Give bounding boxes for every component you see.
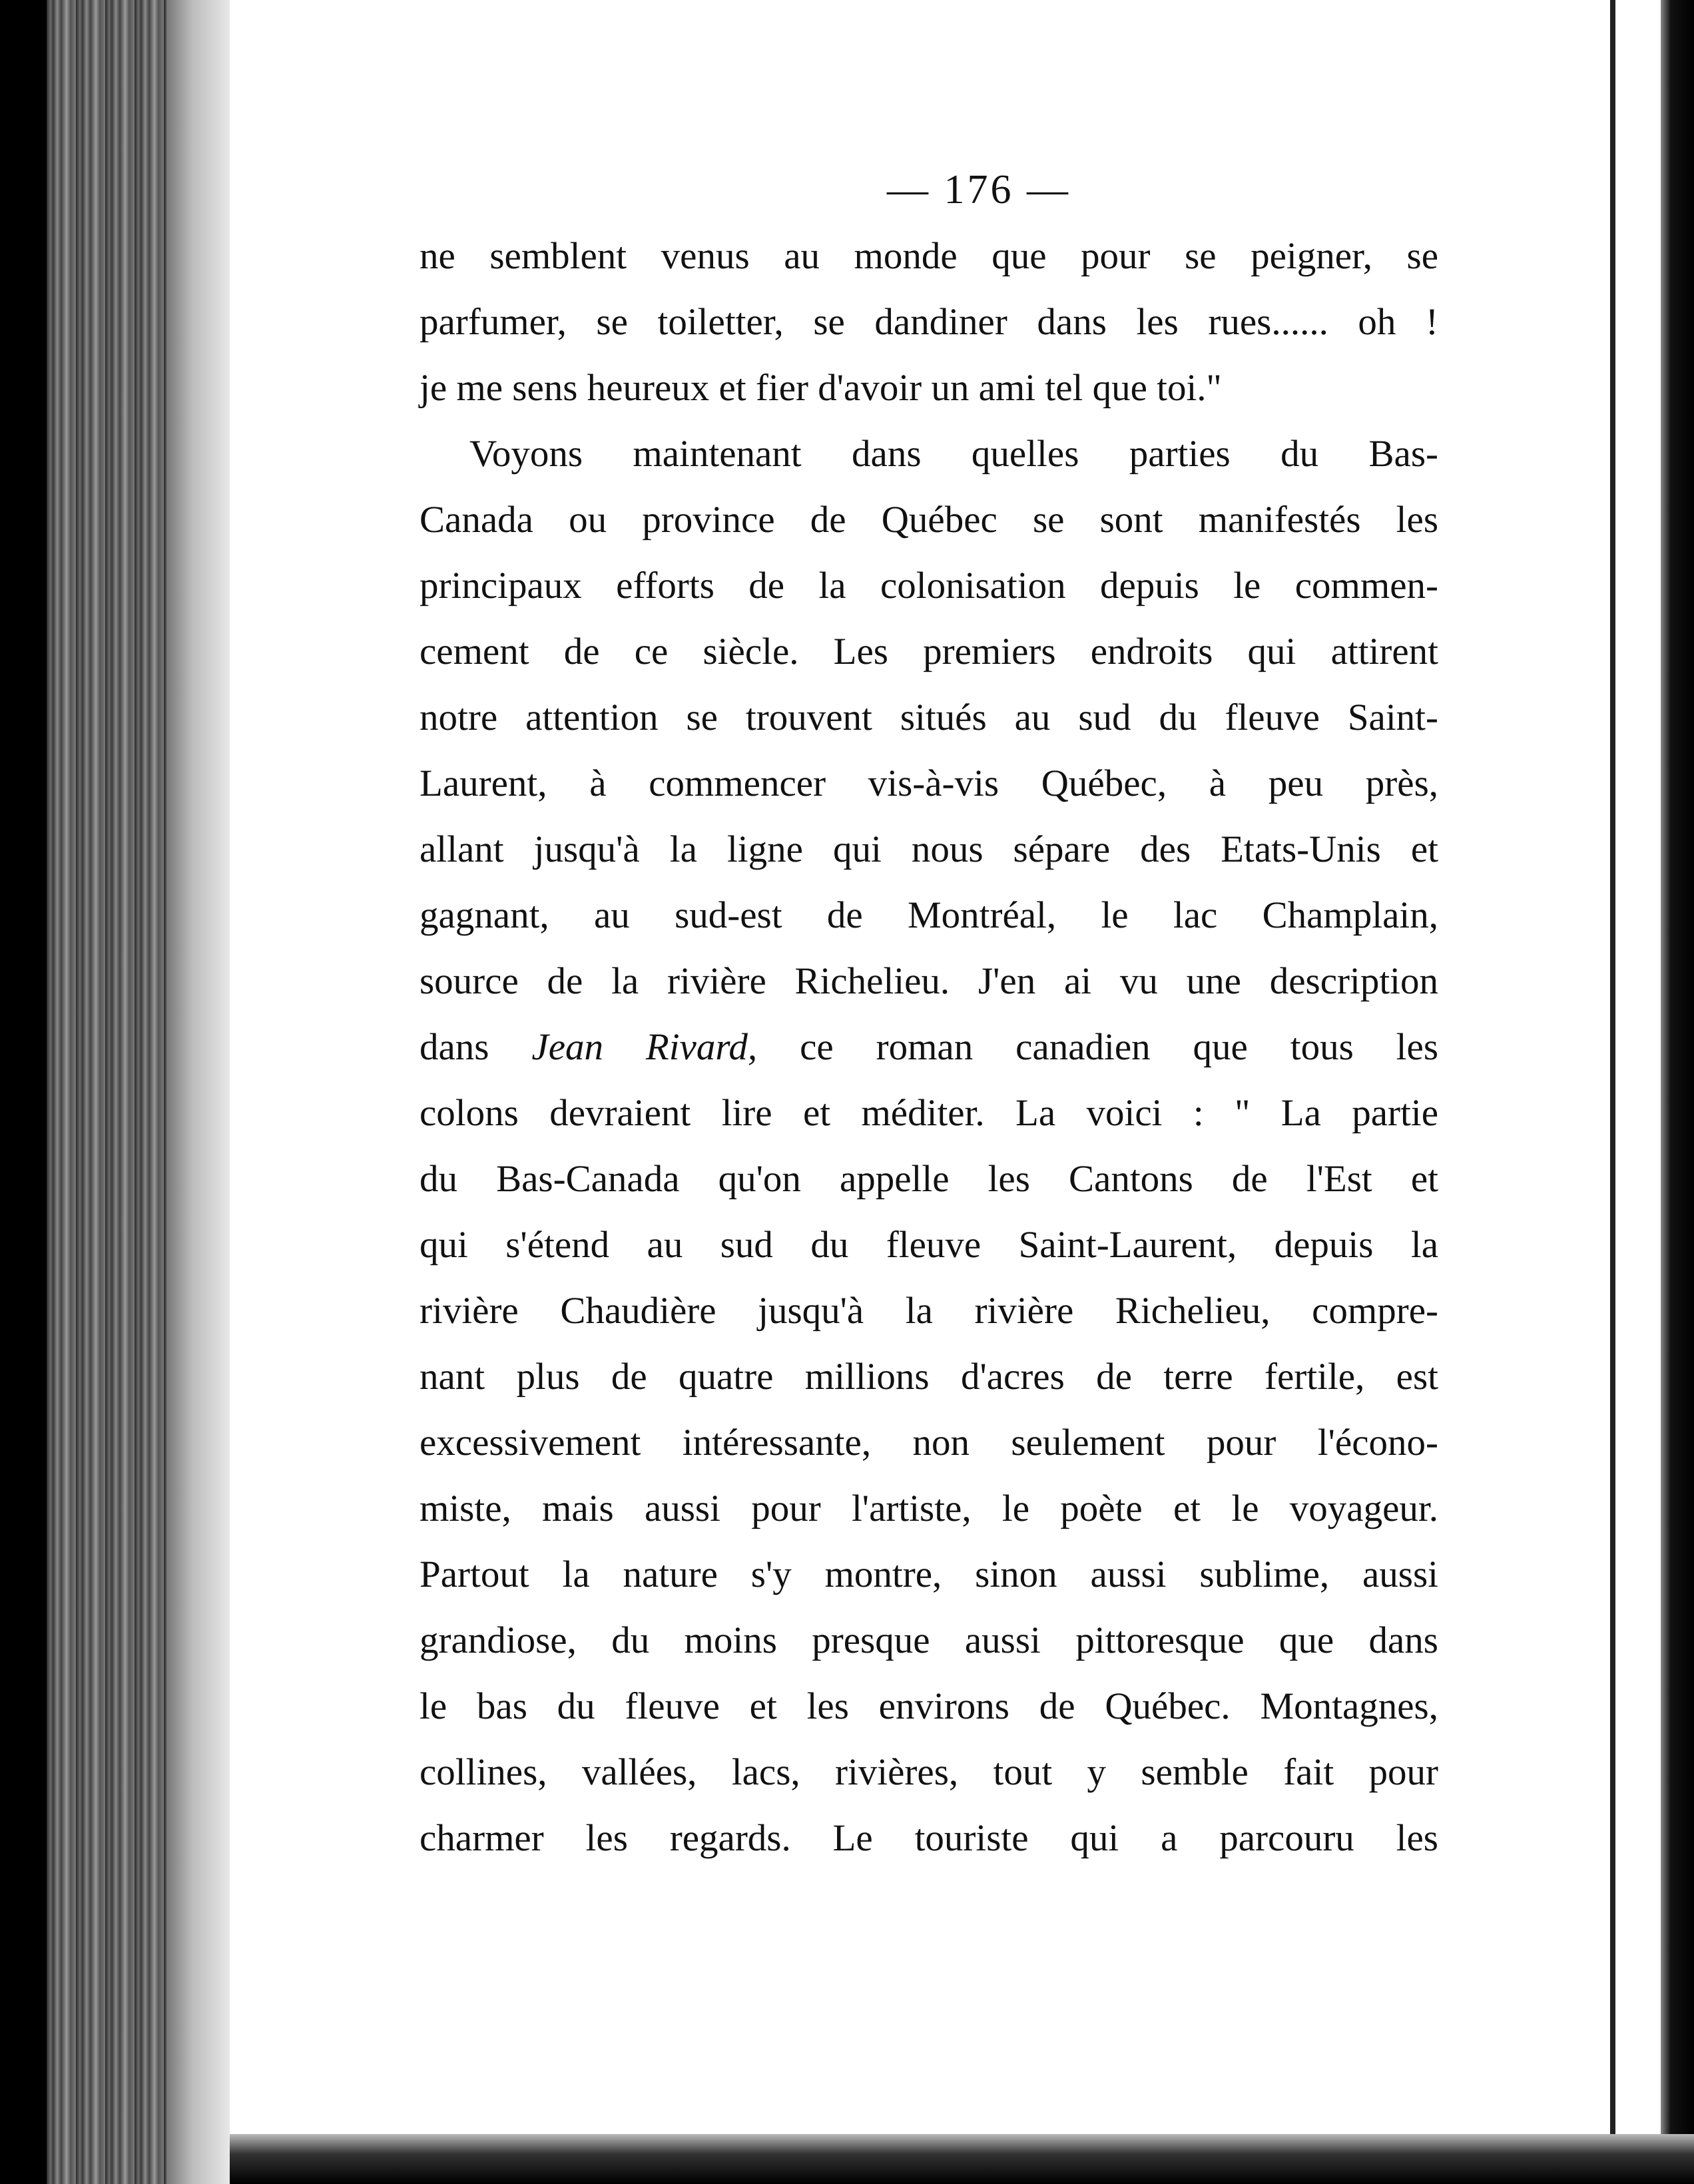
text-line: excessivement intéressante, non seulement pour l'écono- <box>420 1422 1438 1464</box>
text-line: Canada ou province de Québec se sont manifestés les <box>420 499 1438 541</box>
text-segment: ce roman canadien que tous les <box>800 1026 1438 1068</box>
page-gutter <box>166 0 230 2184</box>
book-page <box>420 166 1438 1871</box>
text-line: miste, mais aussi pour l'artiste, le poète et le voyageur. <box>420 1488 1438 1529</box>
text-line: je me sens heureux et fier d'avoir un ami tel que toi." <box>420 367 1222 409</box>
text-line: Laurent, à commencer vis-à-vis Québec, à peu près, <box>420 762 1438 804</box>
text-line: rivière Chaudière jusqu'à la rivière Richelieu, compre- <box>420 1290 1438 1332</box>
page-right-edge-line <box>1610 0 1615 2184</box>
scan-left-edge <box>0 0 47 2184</box>
text-line: gagnant, au sud-est de Montréal, le lac Champlain, <box>420 894 1438 936</box>
text-line: notre attention se trouvent situés au sud du fleuve Saint- <box>420 696 1438 738</box>
text-line: source de la rivière Richelieu. J'en ai vu une description <box>420 960 1438 1002</box>
text-line: charmer les regards. Le touriste qui a parcouru les <box>420 1817 1438 1859</box>
page-number: — 176 — <box>887 167 1071 212</box>
text-line: colons devraient lire et méditer. La voici : " La partie <box>420 1092 1438 1134</box>
text-line: du Bas-Canada qu'on appelle les Cantons de l'Est et <box>420 1158 1438 1200</box>
text-line: collines, vallées, lacs, rivières, tout y semble fait pour <box>420 1751 1438 1793</box>
text-line: le bas du fleuve et les environs de Québec. Montagnes, <box>420 1685 1438 1727</box>
text-line: parfumer, se toiletter, se dandiner dans les rues...... oh ! <box>420 301 1438 343</box>
text-line: grandiose, du moins presque aussi pittoresque que dans <box>420 1619 1438 1661</box>
text-segment: dans <box>420 1026 489 1068</box>
text-line: qui s'étend au sud du fleuve Saint-Laurent, depuis la <box>420 1224 1438 1266</box>
book-title-italic: Jean Rivard, <box>531 1026 758 1068</box>
text-line: allant jusqu'à la ligne qui nous sépare des Etats-Unis et <box>420 828 1438 870</box>
text-line: Partout la nature s'y montre, sinon aussi sublime, aussi <box>420 1553 1438 1595</box>
paragraph-start-line: Voyons maintenant dans quelles parties du Bas- <box>469 433 1438 475</box>
text-line: ne semblent venus au monde que pour se peigner, se <box>420 235 1438 277</box>
scan-right-edge <box>1661 0 1694 2184</box>
text-line: principaux efforts de la colonisation depuis le commen- <box>420 565 1438 607</box>
text-line: cement de ce siècle. Les premiers endroits qui attirent <box>420 631 1438 673</box>
text-line <box>420 1014 1438 1080</box>
page-body <box>420 223 1438 1871</box>
scan-bottom-edge <box>230 2134 1694 2184</box>
text-line: nant plus de quatre millions d'acres de terre fertile, est <box>420 1356 1438 1398</box>
